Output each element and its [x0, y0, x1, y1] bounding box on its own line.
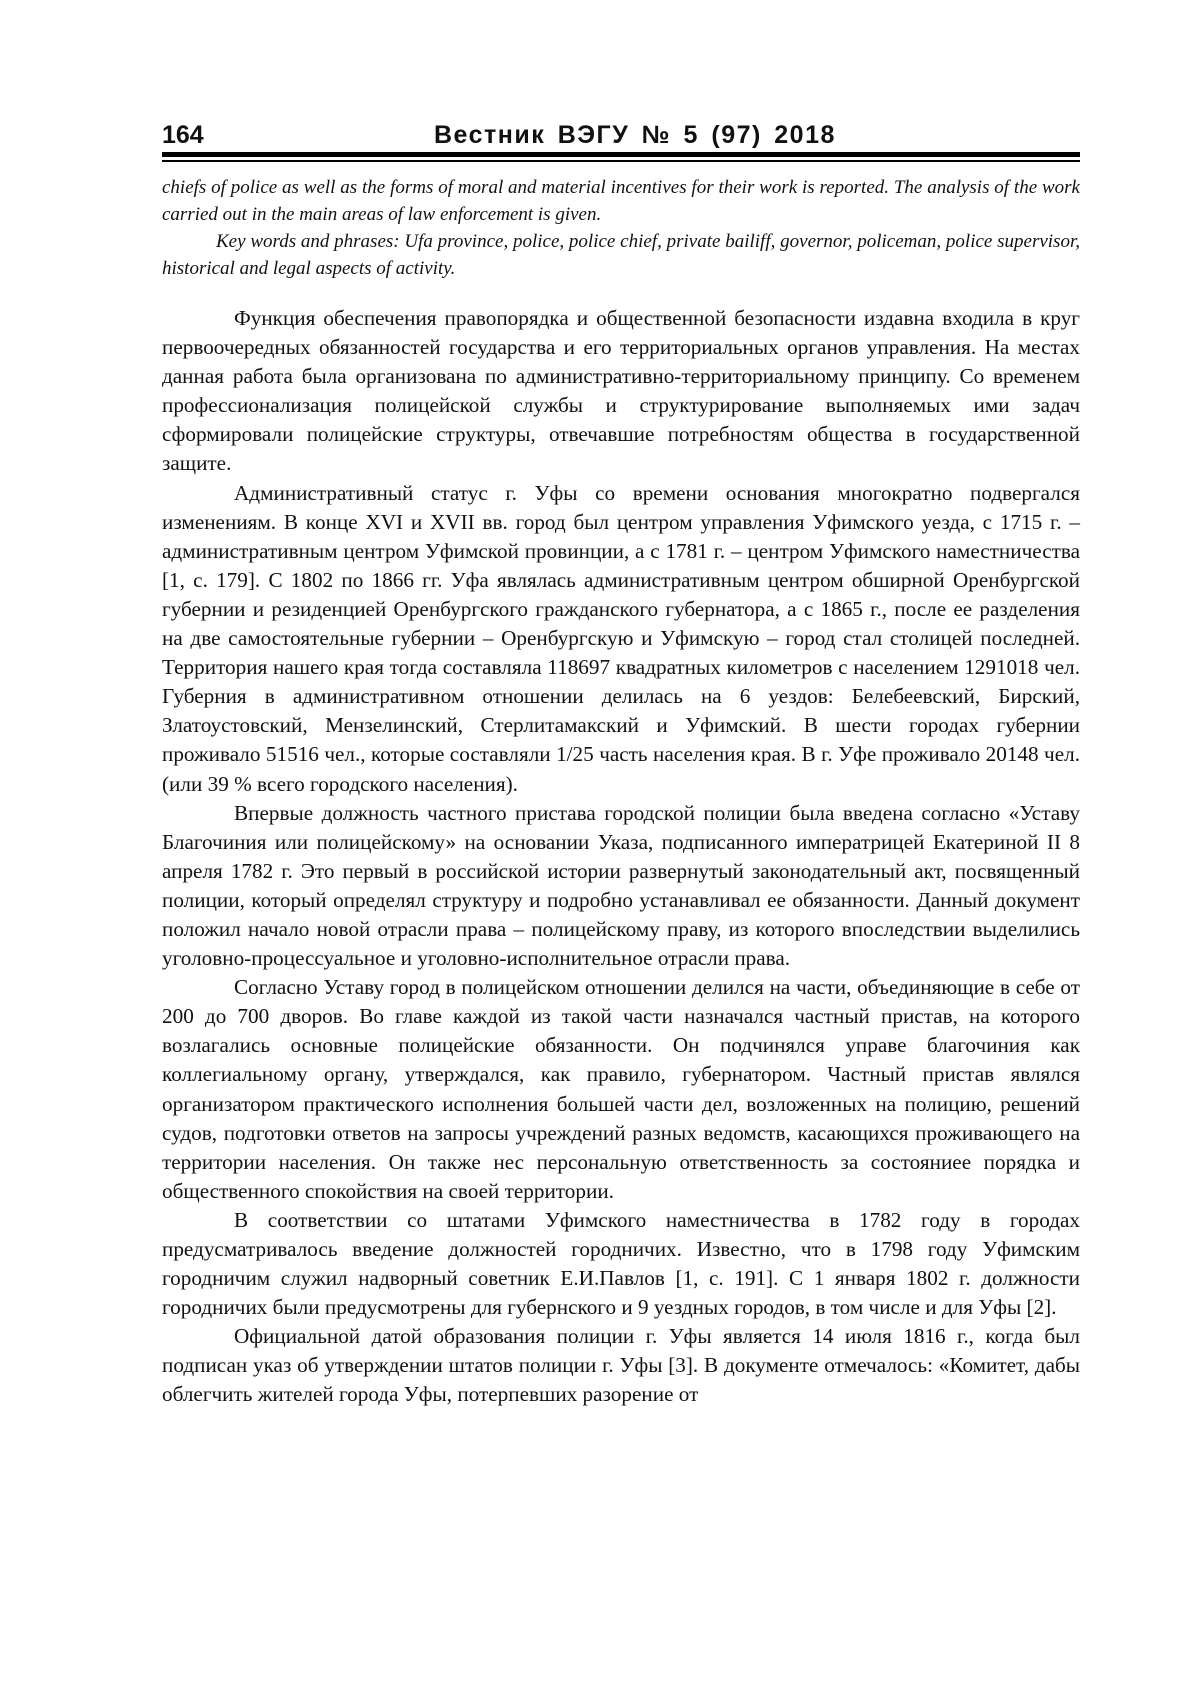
body-paragraph: Согласно Уставу город в полицейском отношении делился на части, объединяющие в себе от 200 до 700 дворов. Во главе каждой из такой части назначался частный пристав, на которого возлагались основные полицейские обязанности. Он подчинялся управе благочиния как коллегиальному органу, утверждался, как правило, губернатором. Частный пристав являлся организатором практического исполнения большей части дел, возложенных на полицию, решений судов, подготовки ответов на запросы учреждений разных ведомств, касающихся проживающего на территории населения. Он также нес персональную ответственность за состояниее порядка и общественного спокойствия на своей территории. [162, 975, 1080, 1203]
abstract-continuation: chiefs of police as well as the forms of moral and material incentives for their work is reported. The analysis of the work carried out in the main areas of law enforcement is given. [162, 177, 1080, 225]
journal-title: Вестник ВЭГУ № 5 (97) 2018 [434, 121, 836, 149]
page-number: 164 [162, 121, 204, 149]
abstract-keywords: Key words and phrases: Ufa province, police, police chief, private bailiff, governor, policeman, police supervisor, historical and legal aspects of activity. [162, 231, 1080, 279]
body-paragraph: Официальной датой образования полиции г. Уфы является 14 июля 1816 г., когда был подписан указ об утверждении штатов полиции г. Уфы [3]. В документе отмечалось: «Комитет, дабы облегчить жителей города Уфы, потерпевших разорение от [162, 1324, 1080, 1407]
english-abstract [162, 174, 1080, 282]
header-rule-thick [162, 152, 1080, 157]
running-header [162, 117, 1080, 153]
body-paragraph: Функция обеспечения правопорядка и общественной безопасности издавна входила в круг первоочередных обязанностей государства и его территориальных органов управления. На местах данная работа была организована по административно-территориальному принципу. Со временем профессионализация полицейской службы и структурирование выполняемых ими задач сформировали полицейские структуры, отвечавшие потребностям общества в государственной защите. [162, 306, 1080, 476]
article-body [162, 304, 1080, 1410]
body-paragraph: Впервые должность частного пристава городской полиции была введена согласно «Уставу Благочиния или полицейскому» на основании Указа, подписанного императрицей Екатериной II 8 апреля 1782 г. Это первый в российской истории развернутый законодательный акт, посвященный полиции, который определял структуру и подробно устанавливал ее обязанности. Данный документ положил начало новой отрасли права – полицейскому праву, из которого впоследствии выделились уголовно-процессуальное и уголовно-исполнительное отрасли права. [162, 800, 1080, 971]
header-rule-thin [162, 160, 1080, 162]
body-paragraph: Административный статус г. Уфы со времени основания многократно подвергался изменениям. В конце XVI и XVII вв. город был центром управления Уфимского уезда, с 1715 г. – административным центром Уфимской провинции, а с 1781 г. – центром Уфимского наместничества [1, с. 179]. С 1802 по 1866 гг. Уфа являлась административным центром обширной Оренбургской губернии и резиденцией Оренбургского гражданского губернатора, а с 1865 г., после ее разделения на две самостоятельные губернии – Оренбургскую и Уфимскую – город стал столицей последней. Территория нашего края тогда составляла 118697 квадратных километров с населением 1291018 чел. Губерния в административном отношении делилась на 6 уездов: Белебеевский, Бирский, Златоустовский, Мензелинский, Стерлитамакский и Уфимский. В шести городах губернии проживало 51516 чел., которые составляли 1/25 часть населения края. В г. Уфе проживало 20148 чел. (или 39 % всего городского населения). [162, 480, 1080, 796]
body-paragraph: В соответствии со штатами Уфимского наместничества в 1782 году в городах предусматривалось введение должностей городничих. Известно, что в 1798 году Уфимским городничим служил надворный советник Е.И.Павлов [1, с. 191]. С 1 января 1802 г. должности городничих были предусмотрены для губернского и 9 уездных городов, в том числе и для Уфы [2]. [162, 1207, 1080, 1320]
